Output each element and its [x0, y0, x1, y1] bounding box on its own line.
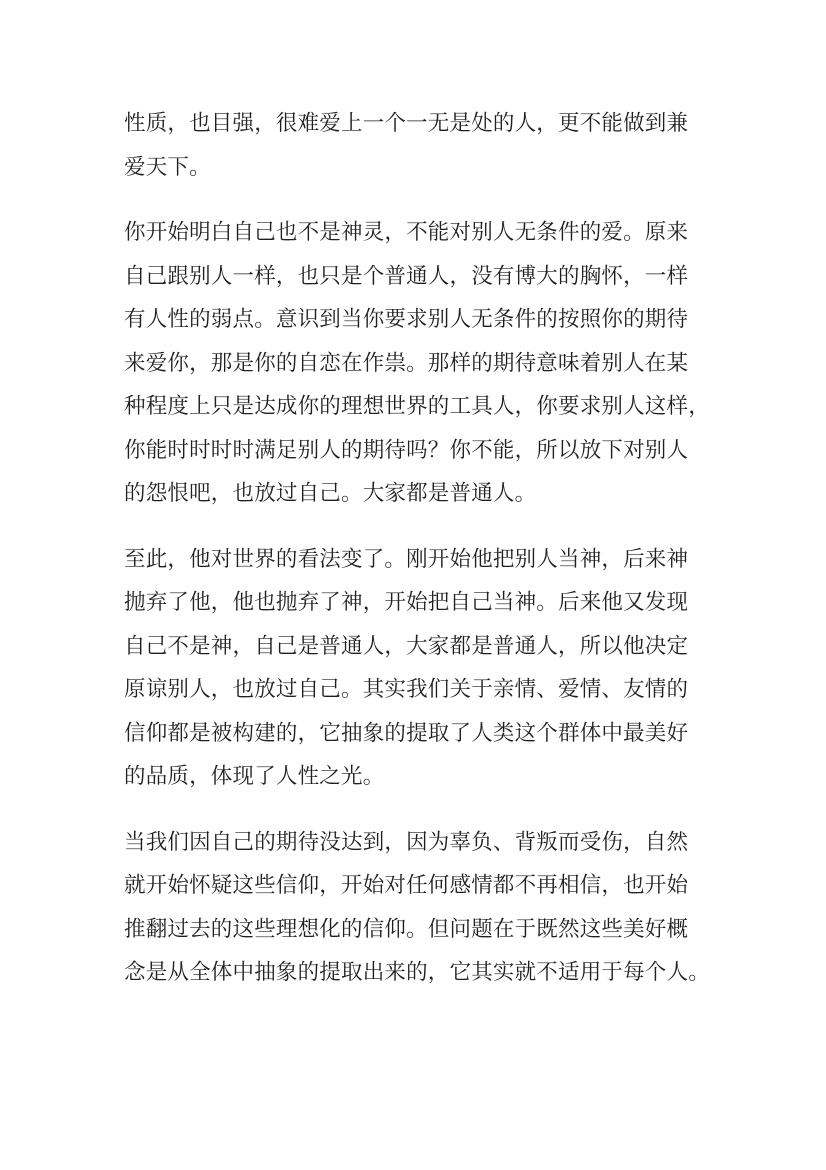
- text-line: 推翻过去的这些理想化的信仰。但问题在于既然这些美好概: [124, 916, 689, 942]
- text-line: 自己不是神，自己是普通人，大家都是普通人，所以他决定: [124, 633, 689, 659]
- text-line: 就开始怀疑这些信仰，开始对任何感情都不再相信，也开始: [124, 873, 689, 898]
- text-line: 念是从全体中抽象的提取出来的，它其实就不适用于每个人。: [124, 960, 710, 985]
- text-line: 信仰都是被构建的，它抽象的提取了人类这个群体中最美好: [124, 720, 689, 746]
- text-line: 爱天下。: [124, 154, 211, 180]
- text-line: 自己跟别人一样，也只是个普通人，没有博大的胸怀，一样: [124, 263, 689, 289]
- text-line: 性质，也目强，很难爱上一个一无是处的人，更不能做到兼: [124, 111, 689, 136]
- text-line: 有人性的弱点。意识到当你要求别人无条件的按照你的期待: [124, 307, 689, 332]
- document-body: [124, 102, 724, 1017]
- text-line: 来爱你，那是你的自恋在作祟。那样的期待意味着别人在某: [124, 350, 689, 376]
- text-line: 种程度上只是达成你的理想世界的工具人，你要求别人这样，: [124, 394, 710, 419]
- text-line: 至此，他对世界的看法变了。刚开始他把别人当神，后来神: [124, 546, 689, 572]
- text-line: 的怨恨吧，也放过自己。大家都是普通人。: [124, 481, 537, 506]
- text-line: 的品质，体现了人性之光。: [124, 764, 385, 789]
- text-line: 抛弃了他，他也抛弃了神，开始把自己当神。后来他又发现: [124, 590, 689, 615]
- paragraph-1: [124, 102, 724, 189]
- text-line: 当我们因自己的期待没达到，因为辜负、背叛而受伤，自然: [124, 829, 689, 855]
- text-line: 你开始明白自己也不是神灵，不能对别人无条件的爱。原来: [124, 220, 689, 245]
- paragraph-3: [124, 538, 724, 799]
- text-line: 原谅别人，也放过自己。其实我们关于亲情、爱情、友情的: [124, 677, 689, 702]
- text-line: 你能时时时时满足别人的期待吗？你不能，所以放下对别人: [124, 437, 689, 463]
- paragraph-4: [124, 821, 724, 995]
- paragraph-2: [124, 211, 724, 516]
